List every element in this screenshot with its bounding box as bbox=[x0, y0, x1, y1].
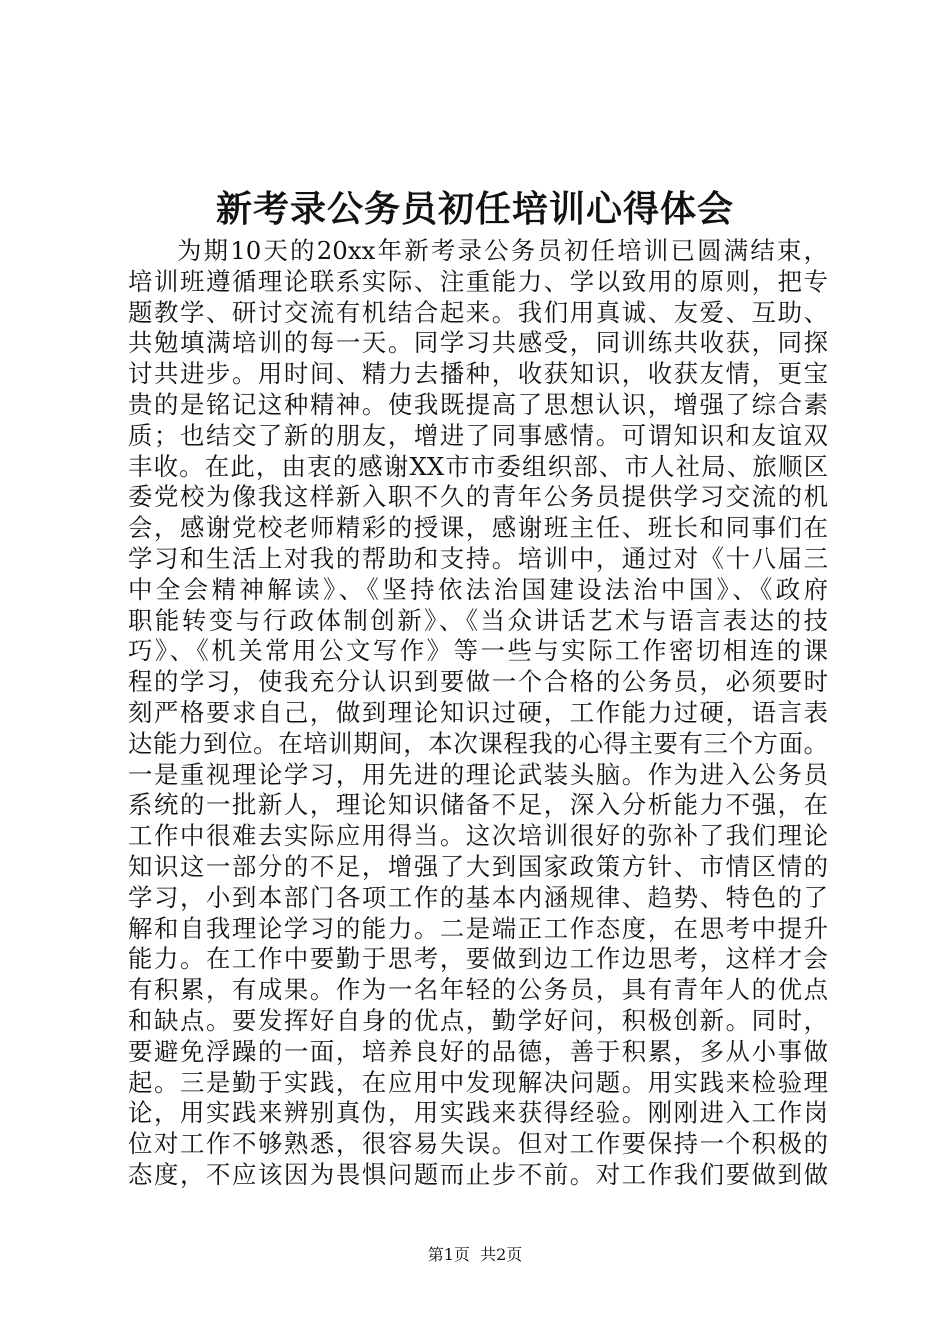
body-line: 工作中很难去实际应用得当。这次培训很好的弥补了我们理论 bbox=[128, 821, 828, 851]
body-line: 中全会精神解读》、《坚持依法治国建设法治中国》、《政府 bbox=[128, 574, 828, 604]
body-line: 位对工作不够熟悉，很容易失误。但对工作要保持一个积极的 bbox=[128, 1129, 828, 1159]
body-line: 职能转变与行政体制创新》、《当众讲话艺术与语言表达的技 bbox=[128, 605, 828, 635]
body-line: 能力。在工作中要勤于思考，要做到边工作边思考，这样才会 bbox=[128, 944, 828, 974]
document-body bbox=[128, 236, 828, 1191]
body-line: 题教学、研讨交流有机结合起来。我们用真诚、友爱、互助、 bbox=[128, 297, 828, 327]
body-line: 知识这一部分的不足，增强了大到国家政策方针、市情区情的 bbox=[128, 851, 828, 881]
body-line: 共勉填满培训的每一天。同学习共感受，同训练共收获，同探 bbox=[128, 328, 828, 358]
body-line: 有积累，有成果。作为一名年轻的公务员，具有青年人的优点 bbox=[128, 975, 828, 1005]
body-line: 达能力到位。在培训期间，本次课程我的心得主要有三个方面。 bbox=[128, 728, 828, 758]
body-line: 一是重视理论学习，用先进的理论武装头脑。作为进入公务员 bbox=[128, 759, 828, 789]
body-line: 刻严格要求自己，做到理论知识过硬，工作能力过硬，语言表 bbox=[128, 697, 828, 727]
body-line: 贵的是铭记这种精神。使我既提高了思想认识，增强了综合素 bbox=[128, 389, 828, 419]
body-line: 委党校为像我这样新入职不久的青年公务员提供学习交流的机 bbox=[128, 482, 828, 512]
body-line: 论，用实践来辨别真伪，用实践来获得经验。刚刚进入工作岗 bbox=[128, 1098, 828, 1128]
body-line: 讨共进步。用时间、精力去播种，收获知识，收获友情，更宝 bbox=[128, 359, 828, 389]
body-line: 为期10天的20xx年新考录公务员初任培训已圆满结束， bbox=[177, 236, 828, 265]
body-line: 学习和生活上对我的帮助和支持。培训中，通过对《十八届三 bbox=[128, 543, 828, 573]
document-title: 新考录公务员初任培训心得体会 bbox=[215, 188, 734, 230]
body-line: 质；也结交了新的朋友，增进了同事感情。可谓知识和友谊双 bbox=[128, 420, 828, 450]
body-line: 要避免浮躁的一面，培养良好的品德，善于积累，多从小事做 bbox=[128, 1036, 828, 1066]
body-line: 巧》、《机关常用公文写作》等一些与实际工作密切相连的课 bbox=[128, 636, 828, 666]
body-line: 培训班遵循理论联系实际、注重能力、学以致用的原则，把专 bbox=[128, 266, 828, 296]
body-line: 程的学习，使我充分认识到要做一个合格的公务员，必须要时 bbox=[128, 667, 828, 697]
body-line: 学习，小到本部门各项工作的基本内涵规律、趋势、特色的了 bbox=[128, 882, 828, 912]
page-footer: 第1页 共2页 bbox=[427, 1245, 523, 1264]
body-line: 态度，不应该因为畏惧问题而止步不前。对工作我们要做到做 bbox=[128, 1159, 828, 1189]
body-line: 丰收。在此，由衷的感谢XX市市委组织部、市人社局、旅顺区 bbox=[128, 451, 828, 481]
body-line: 系统的一批新人，理论知识储备不足，深入分析能力不强，在 bbox=[128, 790, 828, 820]
body-line: 解和自我理论学习的能力。二是端正工作态度，在思考中提升 bbox=[128, 913, 828, 943]
body-line: 会，感谢党校老师精彩的授课，感谢班主任、班长和同事们在 bbox=[128, 513, 828, 543]
body-line: 起。三是勤于实践，在应用中发现解决问题。用实践来检验理 bbox=[128, 1067, 828, 1097]
body-line: 和缺点。要发挥好自身的优点，勤学好问，积极创新。同时， bbox=[128, 1005, 828, 1035]
